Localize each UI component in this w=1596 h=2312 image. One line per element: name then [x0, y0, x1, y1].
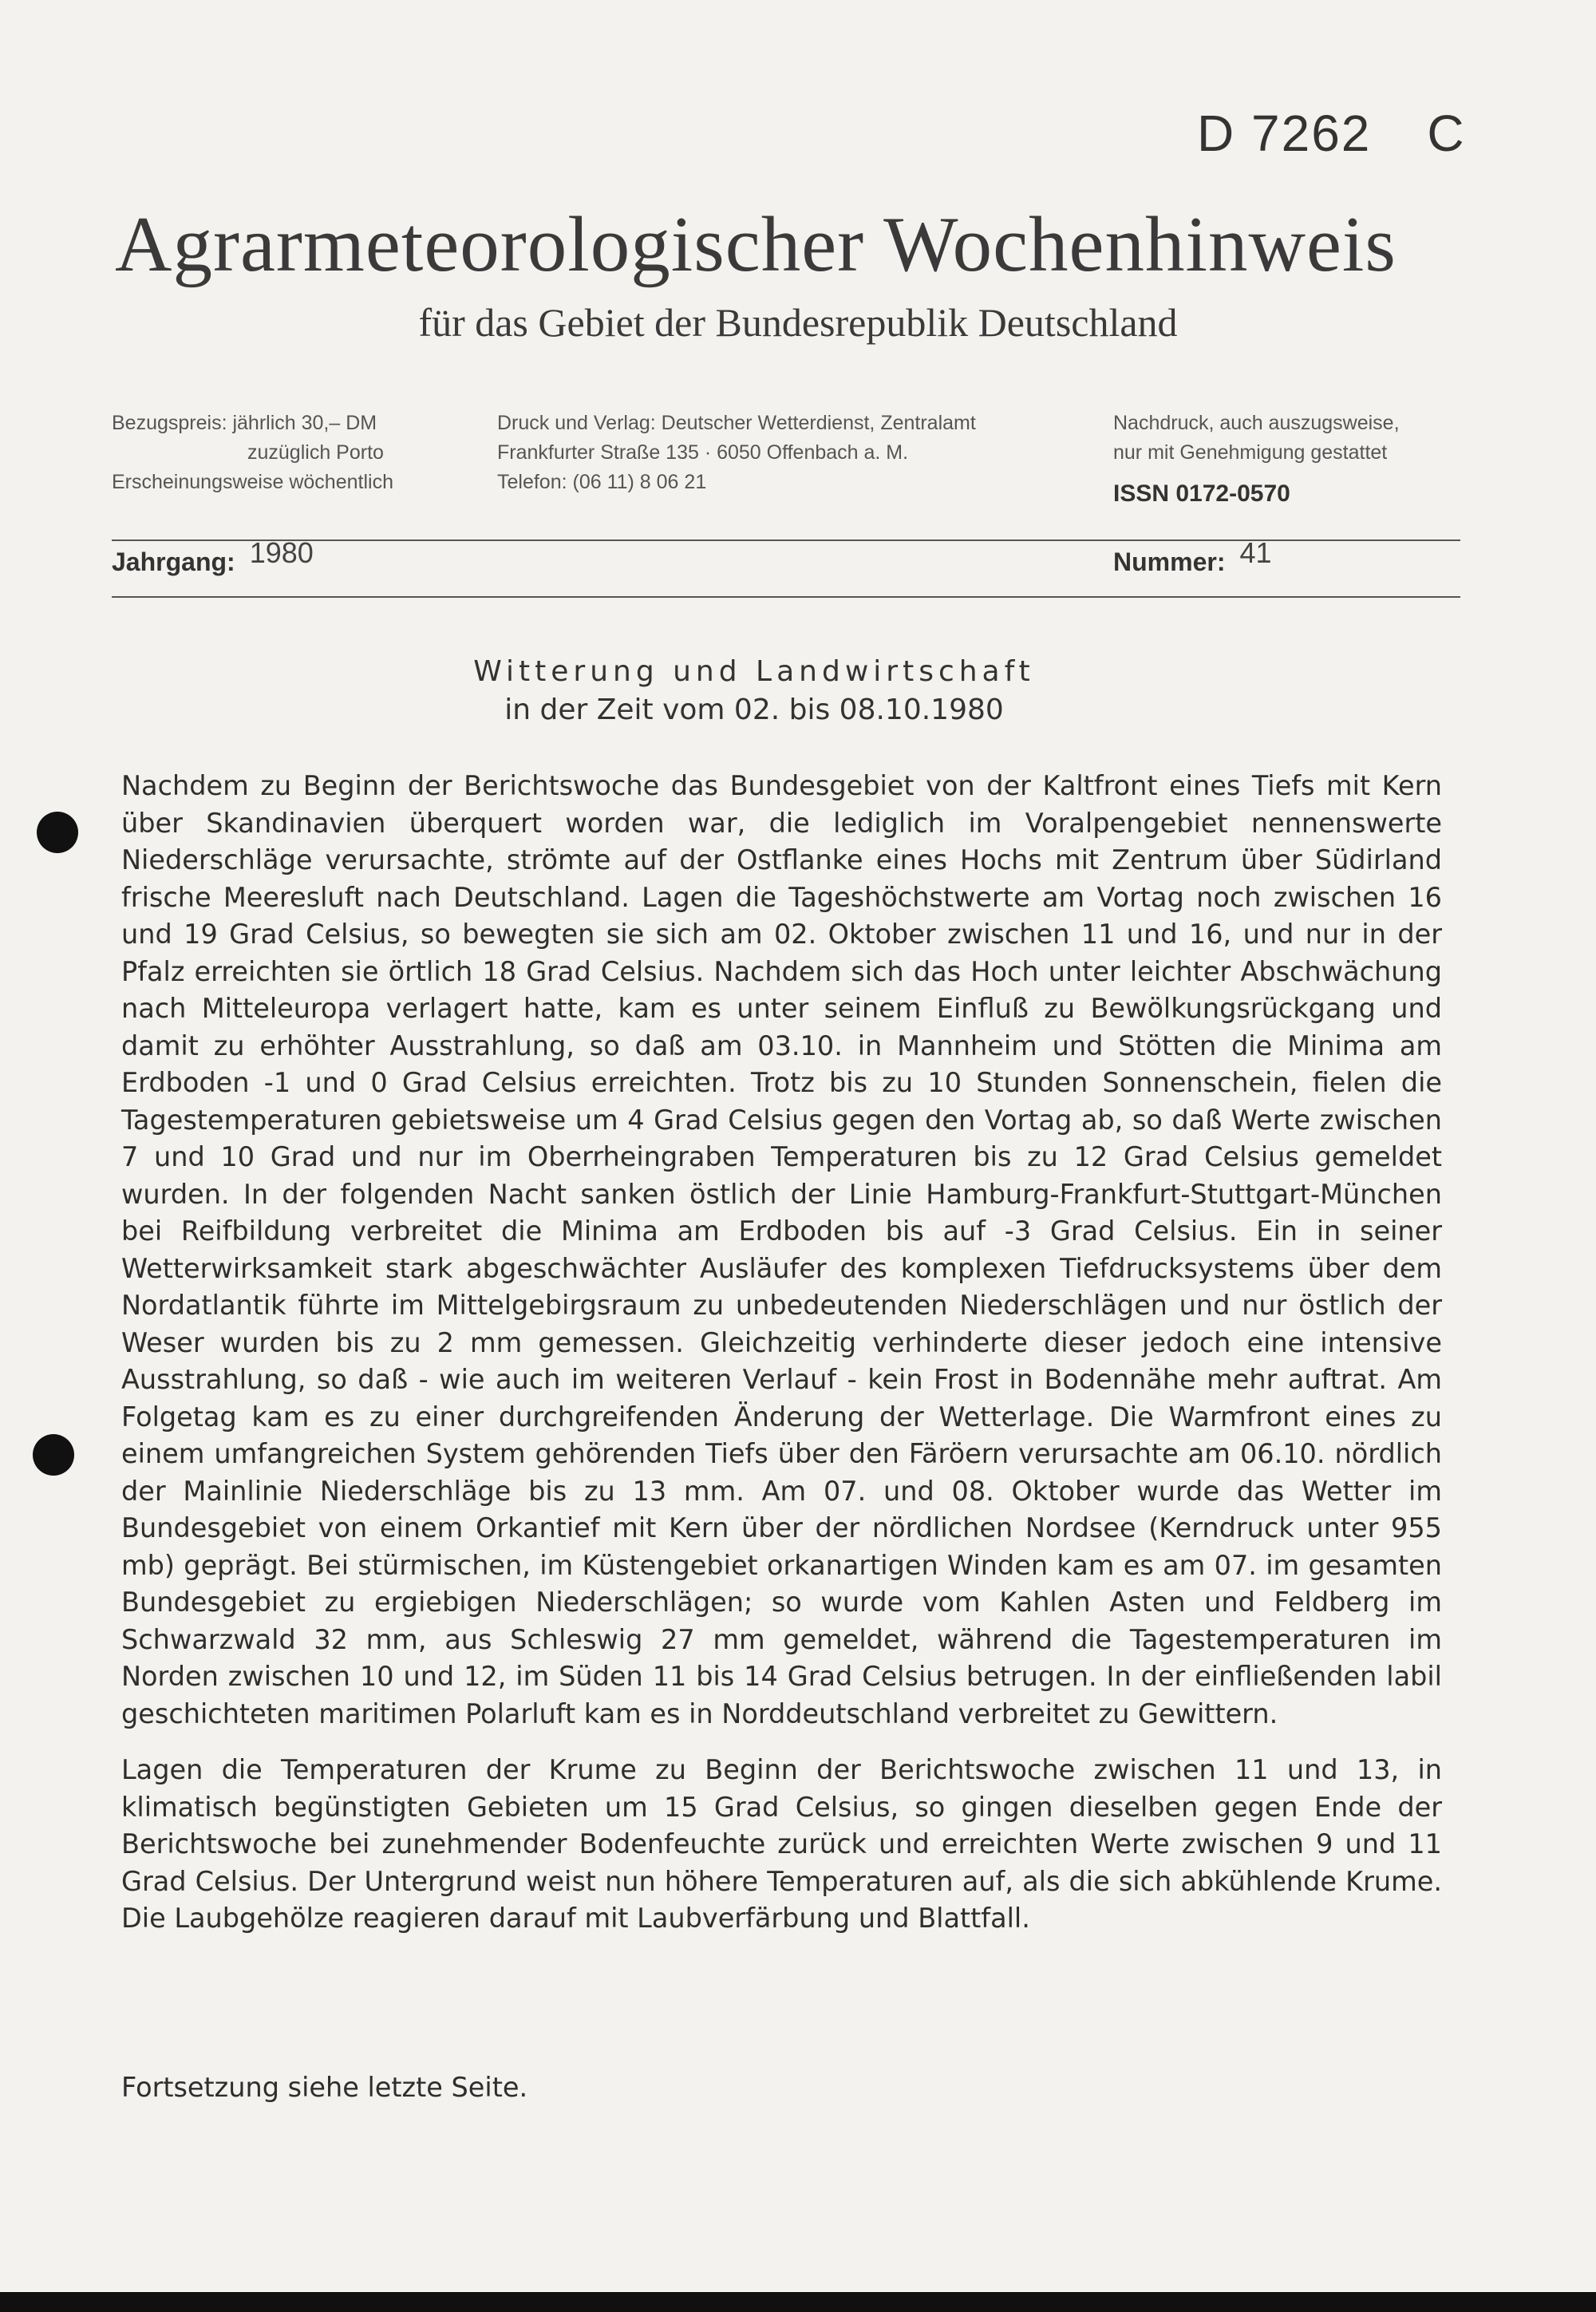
- section-title: Witterung und Landwirtschaft: [473, 655, 1035, 688]
- publication-subtitle: für das Gebiet der Bundesrepublik Deutschland: [418, 300, 1178, 345]
- masthead-pricing: [112, 409, 393, 497]
- issn: ISSN 0172-0570: [1113, 480, 1290, 507]
- issue-year: [112, 536, 314, 578]
- punch-hole: [33, 1434, 74, 1476]
- document-code: [1197, 104, 1466, 163]
- year-value: 1980: [249, 536, 314, 569]
- frequency-line: Erscheinungsweise wöchentlich: [112, 471, 393, 493]
- document-code-letter: C: [1427, 105, 1466, 162]
- reprint-line: Nachdruck, auch auszugsweise,: [1113, 412, 1400, 434]
- address-line: Frankfurter Straße 135 · 6050 Offenbach a. M.: [497, 441, 909, 464]
- section-period: in der Zeit vom 02. bis 08.10.1980: [504, 694, 1004, 726]
- publisher-line: Druck und Verlag: Deutscher Wetterdienst, Zentralamt: [497, 412, 976, 434]
- number-label: Nummer:: [1113, 547, 1226, 576]
- year-label: Jahrgang:: [112, 547, 235, 576]
- document-code-number: D 7262: [1197, 105, 1372, 162]
- postage-line: zuzüglich Porto: [247, 441, 384, 464]
- divider-bottom: [112, 596, 1460, 598]
- publication-title: Agrarmeteorologischer Wochenhinweis: [115, 201, 1396, 288]
- phone-line: Telefon: (06 11) 8 06 21: [497, 471, 707, 493]
- section-heading: [0, 653, 1508, 729]
- report-body: [121, 768, 1442, 1957]
- paragraph-soil: Lagen die Temperaturen der Krume zu Beginn der Berichtswoche zwischen 11 und 13, in klimatisch begünstigten Gebieten um 15 Grad Celsius, so gingen dieselben gegen Ende der Berichtswoche bei zunehmender Bodenfeuchte zurück und erreichten Werte zwischen 9 und 11 Grad Celsius. Der Untergrund weist nun höhere Temperaturen auf, als die sich abkühlende Krume. Die Laubgehölze reagieren darauf mit Laubverfärbung und Blattfall.: [121, 1754, 1442, 1934]
- issue-number: [1113, 536, 1272, 578]
- number-value: 41: [1239, 536, 1272, 569]
- masthead-publisher: [497, 409, 976, 497]
- permission-line: nur mit Genehmigung gestattet: [1113, 441, 1388, 464]
- punch-hole: [37, 812, 78, 853]
- masthead-rights: [1113, 409, 1400, 508]
- continuation-note: Fortsetzung siehe letzte Seite.: [121, 2072, 528, 2103]
- paragraph-weather: Nachdem zu Beginn der Berichtswoche das Bundesgebiet von der Kaltfront eines Tiefs mit Kern über Skandinavien überquert worden war, die lediglich im Voralpengebiet nennenswerte Niederschläge verursachte, strömte auf der Ostflanke eines Hochs mit Zentrum über Südirland frische Meeresluft nach Deutschland. Lagen die Tageshöchstwerte am Vortag noch zwischen 16 und 19 Grad Celsius, so bewegten sie sich am 02. Oktober zwischen 11 und 16, und nur in der Pfalz erreichten sie örtlich 18 Grad Celsius. Nachdem sich das Hoch unter leichter Abschwächung nach Mitteleuropa verlagert hatte, kam es unter seinem Einfluß zu Bewölkungsrückgang und damit zu erhöhter Ausstrahlung, so daß am 03.10. in Mannheim und Stötten die Minima am Erdboden -1 und 0 Grad Celsius erreichten. Trotz bis zu 10 Stunden Sonnenschein, fielen die Tagestemperaturen gebietsweise um 4 Grad Celsius gegen den Vortag ab, so daß Werte zwischen 7 und 10 Grad und nur im Oberrheingraben Temperaturen bis zu 12 Grad Celsius gemeldet wurden. In der folgenden Nacht sanken östlich der Linie Hamburg-Frankfurt-Stuttgart-München bei Reifbildung verbreitet die Minima am Erdboden bis auf -3 Grad Celsius. Ein in seiner Wetterwirksamkeit stark abgeschwächter Ausläufer des komplexen Tiefdrucksystems über dem Nordatlantik führte im Mittelgebirgsraum zu unbedeutenden Niederschlägen und nur östlich der Weser wurden bis zu 2 mm gemessen. Gleichzeitig verhinderte dieser jedoch eine intensive Ausstrahlung, so daß - wie auch im weiteren Verlauf - kein Frost in Bodennähe mehr auftrat. Am Folgetag kam es zu einer durchgreifenden Änderung der Wetterlage. Die Warmfront eines zu einem umfangreichen System gehörenden Tiefs über den Färöern verursachte am 06.10. nördlich der Mainlinie Niederschläge bis zu 13 mm. Am 07. und 08. Oktober wurde das Wetter im Bundesgebiet von einem Orkantief mit Kern über der nördlichen Nordsee (Kerndruck unter 955 mb) geprägt. Bei stürmischen, im Küstengebiet orkanartigen Winden kam es am 07. im gesamten Bundesgebiet zu ergiebigen Niederschlägen; so wurde vom Kahlen Asten und Feldberg im Schwarzwald 32 mm, aus Schleswig 27 mm gemeldet, während die Tagestemperaturen im Norden zwischen 10 und 12, im Süden 11 bis 14 Grad Celsius betrugen. In der einfließenden labil geschichteten maritimen Polarluft kam es in Norddeutschland verbreitet zu Gewittern.: [121, 770, 1442, 1729]
- price-line: Bezugspreis: jährlich 30,– DM: [112, 412, 377, 434]
